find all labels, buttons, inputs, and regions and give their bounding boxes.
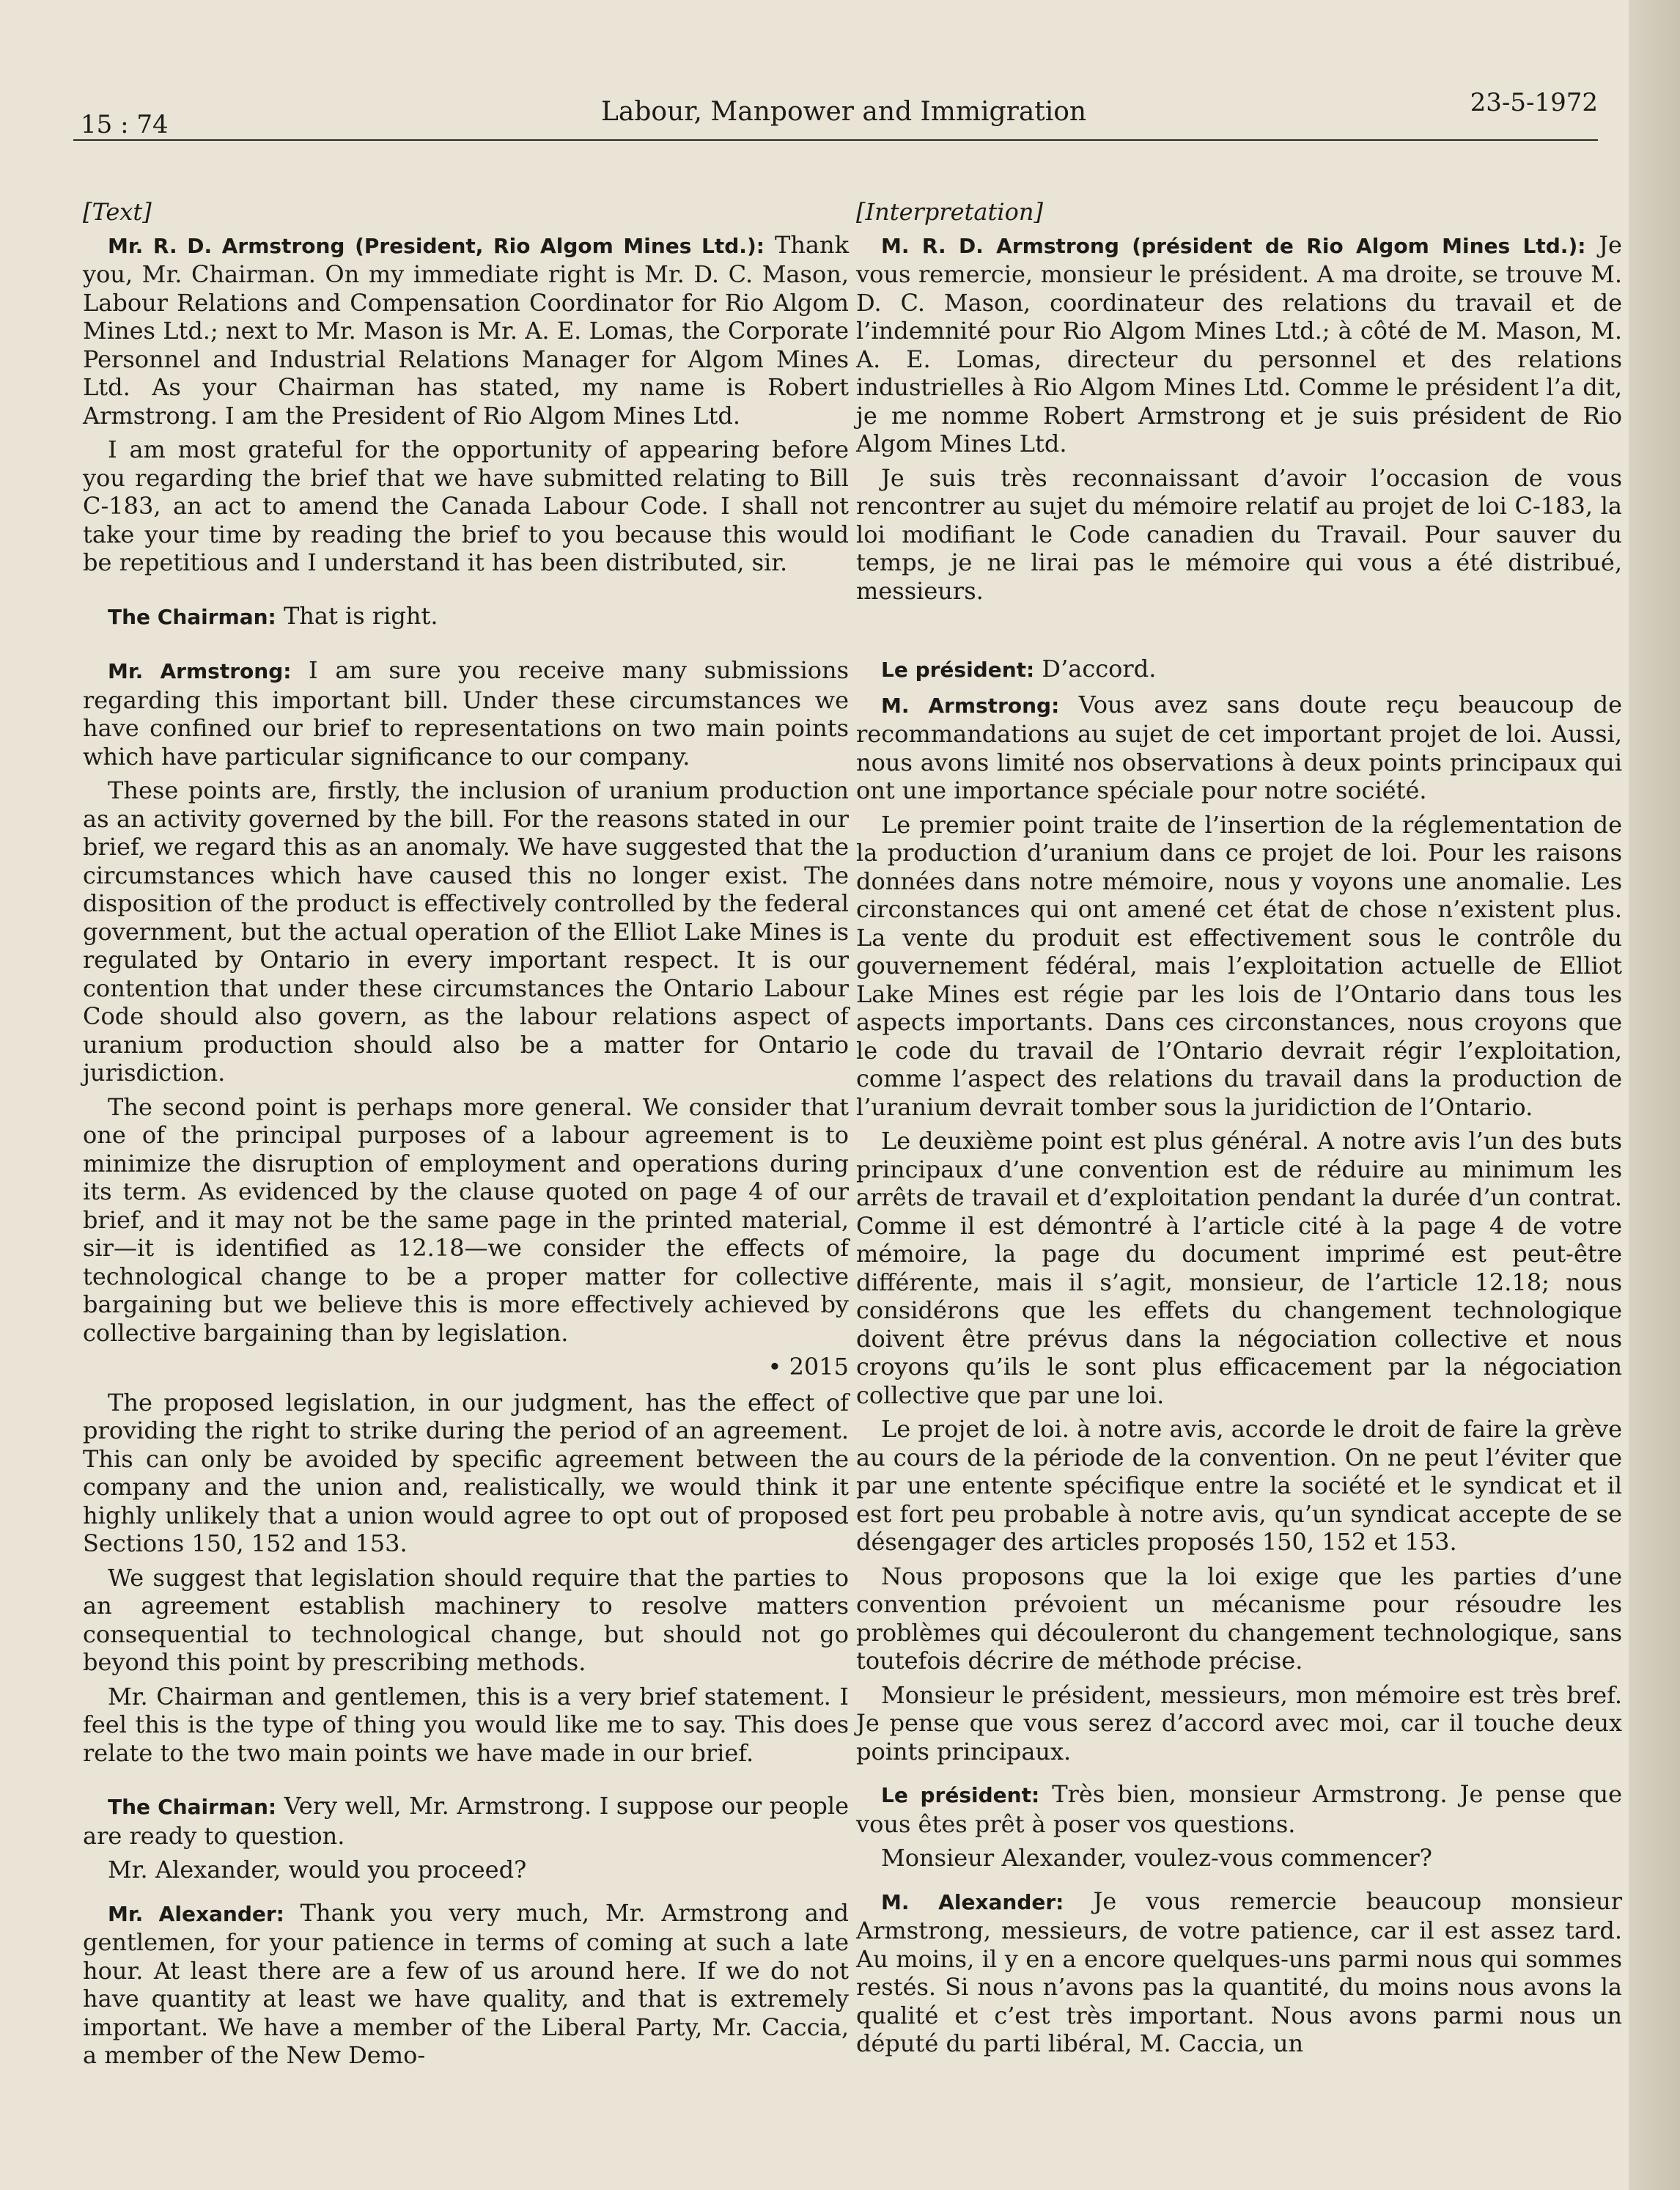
page-number: 15 : 74 xyxy=(81,110,169,139)
speaker-name: The Chairman: xyxy=(108,1795,277,1819)
speaker-name: M. Armstrong: xyxy=(881,693,1060,718)
running-header xyxy=(73,88,1598,141)
speaker-name: Mr. Armstrong: xyxy=(108,659,292,683)
header-date: 23-5-1972 xyxy=(1470,88,1598,117)
paragraph xyxy=(856,691,1622,805)
speaker-name: Le président: xyxy=(881,1783,1040,1807)
speech-text: Thank you, Mr. Chairman. On my immediate right is Mr. D. C. Mason, Labour Relations and Compensation Coordinator for Rio Algom Mines Ltd.; next to Mr. Mason is Mr. A. E. Lomas, the Corporate Personnel and Industrial Relations Manager for Algom Mines Ltd. As your Chairman has stated, my name is Robert Armstrong. I am the President of Rio Algom Mines Ltd. xyxy=(83,230,849,430)
speaker-name: M. Alexander: xyxy=(881,1889,1064,1914)
paragraph: We suggest that legislation should require that the parties to an agreement establish machinery to resolve matters consequential to technological change, but should not go beyond this point by prescribing methods. xyxy=(83,1563,849,1676)
speaker-name: M. R. D. Armstrong (président de Rio Algom Mines Ltd.): xyxy=(881,233,1586,258)
paragraph: I am most grateful for the opportunity of appearing before you regarding the brief that we have submitted relating to Bill C-183, an act to amend the Canada Labour Code. I shall not take your time by reading the brief to you because this would be repetitious and I understand it has been distributed, sir. xyxy=(83,436,849,576)
paragraph xyxy=(856,655,1622,685)
paragraph: Monsieur le président, messieurs, mon mémoire est très bref. Je pense que vous serez d’accord avec moi, car il touche deux points principaux. xyxy=(856,1680,1622,1765)
speaker-name: Mr. Alexander: xyxy=(108,1901,284,1926)
paragraph: Monsieur Alexander, voulez-vous commencer? xyxy=(881,1844,1432,1872)
paragraph xyxy=(856,1887,1622,2058)
paragraph: Mr. Chairman and gentlemen, this is a very brief statement. I feel this is the type of thing you would like me to say. This does relate to the two main points we have made in our brief. xyxy=(83,1682,849,1767)
paragraph: The second point is perhaps more general. We consider that one of the principal purposes of a labour agreement is to minimize the disruption of employment and operations during its term. As evidenced by the clause quoted on page 4 of our brief, and it may not be the same page in the printed material, sir—it is identified as 12.18—we consider the effects of technological change to be a proper matter for collective bargaining but we believe this is more effectively achieved by collective bargaining than by legislation. xyxy=(83,1092,849,1347)
paragraph xyxy=(83,1899,849,2070)
paragraph xyxy=(83,231,849,430)
paragraph: Mr. Alexander, would you proceed? xyxy=(108,1856,527,1884)
speech-text: Très bien, monsieur Armstrong. Je pense que vous êtes prêt à poser vos questions. xyxy=(856,1780,1623,1838)
paragraph: These points are, firstly, the inclusion of uranium production as an activity governed by the bill. For the reasons stated in our brief, we regard this as an anomaly. We have suggested that the circumstances which have caused this no longer exist. The disposition of the product is effectively controlled by the federal government, but the actual operation of the Elliot Lake Mines is regulated by Ontario in every important respect. It is our contention that under these circumstances the Ontario Labour Code should also govern, as the labour relations aspect of uranium production should also be a matter for Ontario jurisdiction. xyxy=(83,776,849,1087)
paragraph: Le projet de loi. à notre avis, accorde le droit de faire la grève au cours de la période de la convention. On ne peut l’éviter que par une entente spécifique entre la société et le syndicat et il est fort peu probable à notre avis, qu’un syndicat accepte de se désengager des articles proposés 150, 152 et 153. xyxy=(856,1415,1622,1556)
speech-text: D’accord. xyxy=(1034,655,1157,683)
speaker-name: Mr. R. D. Armstrong (President, Rio Algom Mines Ltd.): xyxy=(108,233,765,258)
paragraph xyxy=(83,602,849,632)
paragraph xyxy=(83,1792,849,1850)
paragraph xyxy=(856,1780,1622,1838)
paragraph: Le premier point traite de l’insertion de la réglementation de la production d’uranium dans ce projet de loi. Pour les raisons données dans notre mémoire, nous y voyons une anomalie. Les circonstances qui ont amené cet état de chose n’existent plus. La vente du produit est effectivement sous le contrôle du gouvernement fédéral, mais l’exploitation actuelle de Elliot Lake Mines est régie par les lois de l’Ontario dans tous les aspects importants. Dans ces circonstances, nous croyons que le code du travail de l’Ontario devrait régir l’exploitation, comme l’aspect des relations du travail dans la production de l’uranium devrait tomber sous la juridiction de l’Ontario. xyxy=(856,810,1622,1121)
time-marker: • 2015 xyxy=(767,1353,849,1381)
speech-text: Very well, Mr. Armstrong. I suppose our people are ready to question. xyxy=(83,1792,850,1850)
running-title: Labour, Manpower and Immigration xyxy=(601,97,1087,127)
paragraph: The proposed legislation, in our judgment, has the effect of providing the right to strike during the period of an agreement. This can only be avoided by specific agreement between the company and the union and, realistically, we would think it highly unlikely that a union would agree to opt out of proposed Sections 150, 152 and 153. xyxy=(83,1388,849,1557)
speech-text: That is right. xyxy=(276,601,438,630)
text-tag: [Text] xyxy=(83,198,152,226)
paragraph xyxy=(83,656,849,771)
page-edge xyxy=(1629,0,1680,2190)
interpretation-tag: [Interpretation] xyxy=(856,198,1043,226)
paragraph: Je suis très reconnaissant d’avoir l’occasion de vous rencontrer au sujet du mémoire relatif au projet de loi C-183, la loi modifiant le Code canadien du Travail. Pour sauver du temps, je ne lirai pas le mémoire qui vous a été distribué, messieurs. xyxy=(856,463,1622,605)
paragraph: Le deuxième point est plus général. A notre avis l’un des buts principaux d’une convention est de réduire au minimum les arrêts de travail et d’exploitation pendant la durée d’un contrat. Comme il est démontré à l’article cité à la page 4 de votre mémoire, la page du document imprimé est peut-être différente, mais il s’agit, monsieur, de l’article 12.18; nous considérons que les effets du changement technologique doivent être prévus dans la négociation collective et nous croyons qu’ils le sont plus efficacement par la négociation collective que par une loi. xyxy=(856,1127,1622,1409)
french-column xyxy=(856,198,1622,2064)
paragraph xyxy=(856,231,1622,458)
english-column xyxy=(83,198,849,2076)
speaker-name: The Chairman: xyxy=(108,604,276,629)
speaker-name: Le président: xyxy=(881,658,1035,682)
paragraph: Nous proposons que la loi exige que les parties d’une convention prévoient un mécanisme pour résoudre les problèmes qui découleront du changement technologique, sans toutefois décrire de méthode précise. xyxy=(856,1562,1622,1675)
speech-text: Je vous remercie beaucoup monsieur Armstrong, messieurs, de votre patience, car il est assez tard. Au moins, il y en a encore quelques-uns parmi nous qui sommes restés. Si nous n’avons pas la quantité, du moins nous avons la qualité et c’est très important. Nous avons parmi nous un député du parti libéral, M. Caccia, un xyxy=(856,1886,1622,2057)
speech-text: Thank you very much, Mr. Armstrong and gentlemen, for your patience in terms of coming at such a late hour. At least there are a few of us around here. If we do not have quantity at least we have quality, and that is extremely important. We have a member of the Liberal Party, Mr. Caccia, a member of the New Demo- xyxy=(83,1898,850,2069)
speech-text: I am sure you receive many submissions regarding this important bill. Under these circumstances we have confined our brief to representations on two main points which have particular significance to our company. xyxy=(83,656,849,771)
speech-text: Vous avez sans doute reçu beaucoup de recommandations au sujet de cet important projet de loi. Aussi, nous avons limité nos observations à deux points principaux qui ont une importance spéciale pour notre société. xyxy=(856,690,1623,804)
speech-text: Je vous remercie, monsieur le président. A ma droite, se trouve M. D. C. Mason, coordinateur des relations du travail et de l’indemnité pour Rio Algom Mines Ltd.; à côté de M. Mason, M. A. E. Lomas, directeur du personnel et des relations industrielles à Rio Algom Mines Ltd. Comme le président l’a dit, je me nomme Robert Armstrong et je suis président de Rio Algom Mines Ltd. xyxy=(856,230,1622,458)
